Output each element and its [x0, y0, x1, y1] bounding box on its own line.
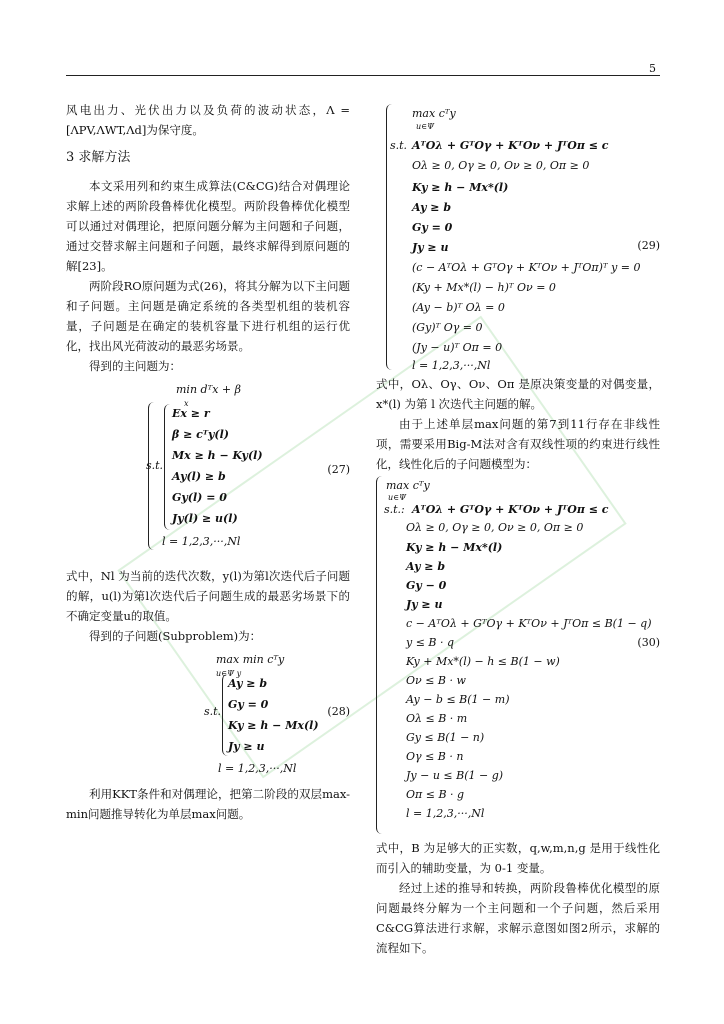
- eq30-line: Jy − u ≤ B(1 − g): [406, 769, 504, 782]
- left-column: [66, 100, 350, 824]
- intro-paragraph: 风电出力、光伏出力以及负荷的波动状态，Λ = [ΛPV,ΛWT,Λd]为保守度。: [66, 103, 350, 137]
- header-rule: [66, 75, 660, 76]
- eq30-st: s.t.:: [384, 503, 405, 516]
- eq30-line: Gy ≤ B(1 − n): [406, 731, 485, 744]
- eq27-objective: min dᵀx + β: [176, 383, 241, 396]
- eq27-objective-sub: x: [184, 399, 189, 408]
- eq27-line: β ≥ cᵀy(l): [172, 428, 230, 441]
- eq27-line: Gy(l) = 0: [172, 491, 227, 504]
- eq29-line: (Jy − u)ᵀ Oπ = 0: [412, 341, 503, 354]
- eq30-number: (30): [637, 636, 660, 649]
- eq27-range: l = 1,2,3,···,Nl: [162, 535, 241, 548]
- eq27-line: Jy(l) ≥ u(l): [172, 512, 238, 525]
- eq28-line: Gy = 0: [228, 698, 269, 711]
- eq30-line: Ky ≥ h − Mx*(l): [406, 541, 503, 554]
- eq30-line: Ky + Mx*(l) − h ≤ B(1 − w): [406, 655, 560, 668]
- eq29-line: Oλ ≥ 0, Oγ ≥ 0, Oν ≥ 0, Oπ ≥ 0: [412, 159, 590, 172]
- eq29-line: (Ky + Mx*(l) − h)ᵀ Oν = 0: [412, 281, 556, 294]
- conclusion-paragraph: 经过上述的推导和转换，两阶段鲁棒优化模型的原问题最终分解为一个主问题和一个子问题，然后采用C&CG算法进行求解，求解示意图如图2所示，求解的流程如下。: [376, 881, 660, 955]
- eq30-line: Oν ≤ B · w: [406, 674, 466, 687]
- eq28-objective-sub: u∈Ψ y: [216, 669, 242, 678]
- eq28-line: Jy ≥ u: [228, 740, 265, 753]
- equation-29: [376, 104, 660, 374]
- eq29-line: (Ay − b)ᵀ Oλ = 0: [412, 301, 505, 314]
- bigm-explain-paragraph: 式中，B 为足够大的正实数，q,w,m,n,g 是用于线性化而引入的辅助变量，为 0-1 变量。: [376, 841, 660, 875]
- eq30-objective: max cᵀy: [386, 479, 430, 492]
- eq30-line: l = 1,2,3,···,Nl: [406, 807, 485, 820]
- dual-variable-paragraph: 式中，Oλ、Oγ、Oν、Oπ 是原决策变量的对偶变量，x*(l) 为第 l 次迭代主问题的解。: [376, 377, 660, 411]
- eq30-line: Jy ≥ u: [406, 598, 443, 611]
- eq29-line: Ay ≥ b: [412, 201, 452, 214]
- eq29-st: s.t.: [390, 139, 408, 152]
- decomposition-paragraph: 两阶段RO原问题为式(26)，将其分解为以下主问题和子问题。主问题是确定系统的各类型机组的装机容量，子问题是在确定的装机容量下进行机组的运行优化，找出风光荷波动的最恶劣场景。: [66, 279, 350, 353]
- eq27-line: Ay(l) ≥ b: [172, 470, 226, 483]
- eq28-range: l = 1,2,3,···,Nl: [218, 762, 297, 775]
- eq28-objective: max min cᵀy: [216, 653, 285, 666]
- bigm-paragraph: 由于上述单层max问题的第7到11行存在非线性项，需要采用Big-M法对含有双线性项的约束进行线性化，线性化后的子问题模型为：: [376, 417, 660, 471]
- eq29-objective: max cᵀy: [412, 107, 456, 120]
- eq30-line: Oπ ≤ B · g: [406, 788, 465, 801]
- eq29-line: AᵀOλ + GᵀOγ + KᵀOν + JᵀOπ ≤ c: [412, 139, 609, 152]
- eq28-line: Ay ≥ b: [228, 677, 268, 690]
- eq30-line: y ≤ B · q: [406, 636, 455, 649]
- eq30-line: c − AᵀOλ + GᵀOγ + KᵀOν + JᵀOπ ≤ B(1 − q): [406, 617, 652, 630]
- eq27-line: Mx ≥ h − Ky(l): [172, 449, 263, 462]
- eq29-line: Gy = 0: [412, 221, 453, 234]
- eq29-number: (29): [637, 239, 660, 252]
- eq30-line: Oλ ≥ 0, Oγ ≥ 0, Oν ≥ 0, Oπ ≥ 0: [406, 521, 584, 534]
- eq30-line: AᵀOλ + GᵀOγ + KᵀOν + JᵀOπ ≤ c: [412, 503, 609, 516]
- eq30-objective-sub: u∈Ψ: [388, 493, 407, 502]
- master-intro: 得到的主问题为：: [89, 359, 181, 373]
- equation-30: [376, 476, 660, 838]
- eq29-line: Ky ≥ h − Mx*(l): [412, 181, 509, 194]
- master-explain-paragraph: 式中，Nl 为当前的迭代次数，y(l)为第l次迭代后子问题的解，u(l)为第l次迭代后子问题生成的最恶劣场景下的不确定变量u的取值。: [66, 569, 350, 623]
- eq29-objective-sub: u∈Ψ: [416, 122, 435, 131]
- eq27-inner-brace: [164, 404, 171, 530]
- eq30-line: Oλ ≤ B · m: [406, 712, 468, 725]
- eq29-brace: [386, 104, 393, 370]
- eq27-number: (27): [327, 463, 350, 476]
- equation-28: [66, 650, 350, 780]
- eq29-line: l = 1,2,3,···,Nl: [412, 359, 491, 372]
- method-paragraph: 本文采用列和约束生成算法(C&CG)结合对偶理论求解上述的两阶段鲁棒优化模型。两阶段鲁棒优化模型可以通过对偶理论，把原问题分解为主问题和子问题，通过交替求解主问题和子问题，最终求解得到原问题的解[23]。: [66, 179, 350, 273]
- eq27-line: Ex ≥ r: [172, 407, 210, 420]
- subproblem-intro: 得到的子问题(Subproblem)为：: [89, 629, 262, 643]
- eq30-line: Ay − b ≤ B(1 − m): [406, 693, 510, 706]
- eq29-line: (c − AᵀOλ + GᵀOγ + KᵀOν + JᵀOπ)ᵀ y = 0: [412, 261, 641, 274]
- eq30-line: Ay ≥ b: [406, 560, 446, 573]
- eq28-st: s.t.: [204, 705, 222, 718]
- right-column: [376, 104, 660, 958]
- eq30-line: Oγ ≤ B · n: [406, 750, 464, 763]
- eq27-st: s.t.: [146, 459, 164, 472]
- kkt-paragraph: 利用KKT条件和对偶理论，把第二阶段的双层max-min问题推导转化为单层max问题。: [66, 787, 350, 821]
- eq30-brace: [376, 476, 384, 834]
- equation-27: [66, 380, 350, 560]
- eq29-line: Jy ≥ u: [412, 241, 449, 254]
- eq29-line: (Gy)ᵀ Oγ = 0: [412, 321, 483, 334]
- eq28-line: Ky ≥ h − Mx(l): [228, 719, 319, 732]
- eq30-line: Gy − 0: [406, 579, 447, 592]
- eq28-number: (28): [327, 705, 350, 718]
- section-heading: 3 求解方法: [66, 150, 131, 165]
- eq27-brace: [148, 402, 157, 550]
- page-number: 5: [649, 62, 656, 75]
